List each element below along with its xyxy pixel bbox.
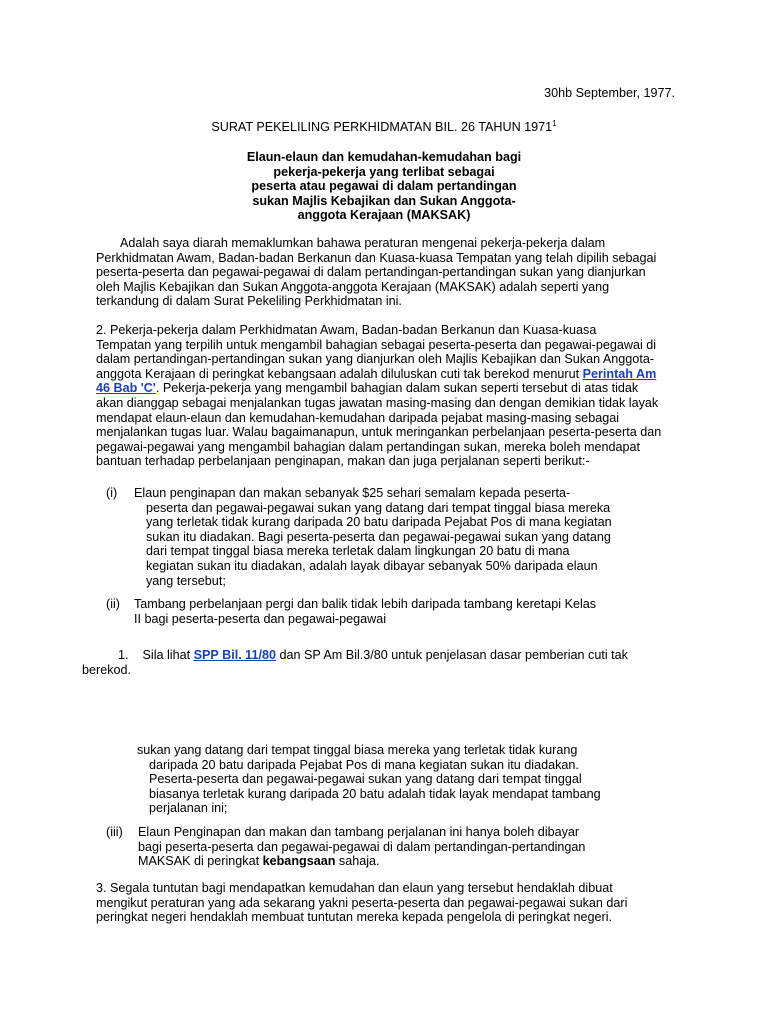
paragraph-2 [96, 323, 674, 469]
item-text-part: MAKSAK di peringkat [138, 854, 263, 869]
item-line: Tambang perbelanjaan pergi dan balik tidak lebih daripada tambang keretapi Kelas [134, 597, 597, 611]
footnote [82, 648, 674, 677]
item-line: peserta dan pegawai-pegawai sukan yang datang dari tempat tinggal biasa mereka [146, 500, 611, 515]
paragraph-line: menjalankan tugas luar. Walau bagaimanapun, untuk meringankan perbelanjaan peserta-peserta dan [96, 425, 662, 440]
item-line: Elaun Penginapan dan makan dan tambang perjalanan ini hanya boleh dibayar [138, 825, 580, 839]
letter-date: 30hb September, 1977. [544, 86, 675, 100]
item-line: dari tempat tinggal biasa mereka terletak dalam lingkungan 20 batu di mana [146, 544, 570, 559]
continuation-line: sukan yang datang dari tempat tinggal biasa mereka yang terletak tidak kurang [137, 743, 578, 757]
circular-title [0, 120, 768, 135]
paragraph-line: pegawai-pegawai yang mengambil bahagian dalam pertandingan sukan, mereka boleh mendapat [96, 439, 640, 454]
item-line: Elaun penginapan dan makan sebanyak $25 sehari semalam kepada peserta- [134, 486, 571, 500]
footnote-text: Sila lihat [142, 648, 194, 662]
item-line: kegiatan sukan itu diadakan, adalah layak dibayar sebanyak 50% daripada elaun [146, 558, 598, 573]
item-line: yang tersebut; [146, 573, 226, 588]
perintah-am-link-cont[interactable]: 46 Bab 'C' [96, 381, 156, 396]
paragraph-line: 3. Segala tuntutan bagi mendapatkan kemudahan dan elaun yang tersebut hendaklah dibuat [96, 881, 613, 895]
paragraph-line: Adalah saya diarah memaklumkan bahawa peraturan mengenai pekerja-pekerja dalam [120, 236, 606, 250]
paragraph-text: . Pekerja-pekerja yang mengambil bahagian dalam sukan seperti tersebut di atas tidak [155, 381, 639, 396]
paragraph-line: peringkat negeri hendaklah membuat tuntutan mereka kepada pengelola di peringkat negeri. [96, 910, 612, 925]
footnote-line [96, 648, 674, 663]
item-text [134, 486, 664, 588]
perintah-am-link[interactable]: Perintah Am [582, 366, 657, 381]
continuation-line: Peserta-peserta dan pegawai-pegawai sukan yang datang dari tempat tinggal [149, 772, 582, 787]
footnote-number: 1. [118, 648, 129, 662]
paragraph-line: oleh Majlis Kebajikan dan Sukan Anggota-anggota Kerajaan (MAKSAK) adalah seperti yang [96, 279, 610, 294]
item-label: (iii) [106, 825, 123, 839]
item-label: (i) [106, 486, 118, 500]
item-line: II bagi peserta-peserta dan pegawai-pegawai [134, 611, 387, 626]
paragraph-line: bantuan terhadap perbelanjaan penginapan, makan dan juga perjalanan seperti berikut:- [96, 454, 590, 469]
subject-line: peserta atau pegawai di dalam pertandingan [251, 179, 517, 194]
paragraph-line: 2. Pekerja-pekerja dalam Perkhidmatan Awam, Badan-badan Berkanun dan Kuasa-kuasa [96, 323, 597, 337]
paragraph-1 [96, 236, 674, 309]
item-text-bold: kebangsaan [262, 854, 336, 869]
continuation-line: daripada 20 batu daripada Pejabat Pos di mana kegiatan sukan itu diadakan. [149, 757, 579, 772]
item-line [138, 854, 668, 869]
paragraph-line: mengikut peraturan yang ada sekarang yakni peserta-peserta dan pegawai-pegawai sukan dari [96, 895, 628, 910]
subject-line: anggota Kerajaan (MAKSAK) [297, 208, 471, 223]
subject-line: Elaun-elaun dan kemudahan-kemudahan bagi [246, 150, 522, 164]
item-text-part: sahaja. [335, 854, 380, 869]
paragraph-3 [96, 881, 674, 925]
subject-line: sukan Majlis Kebajikan dan Sukan Anggota- [252, 193, 516, 208]
spp-bil-11-80-link[interactable]: SPP Bil. 11/80 [193, 648, 277, 662]
item-line: sukan itu diadakan. Bagi peserta-peserta dan pegawai-pegawai sukan yang datang [146, 529, 611, 544]
paragraph-line [96, 367, 674, 382]
paragraph-line: Tempatan yang terpilih untuk mengambil bahagian sebagai peserta-peserta dan pegawai-pegawai di [96, 337, 657, 352]
item-line: yang terletak tidak kurang daripada 20 batu daripada Pejabat Pos di mana kegiatan [146, 515, 612, 530]
paragraph-line: peserta-peserta dan pegawai-pegawai di dalam pertandingan-pertandingan sukan yang dianjurkan [96, 265, 646, 280]
item-ii-continuation [137, 743, 649, 816]
continuation-line: biasanya terletak kurang daripada 20 batu adalah tidak layak mendapat tambang [149, 786, 601, 801]
item-line: bagi peserta-peserta dan pegawai-pegawai di dalam pertandingan-pertandingan [138, 839, 586, 854]
paragraph-text: anggota Kerajaan di peringkat kebangsaan adalah diluluskan cuti tak berekod menurut [96, 366, 583, 381]
footnote-text: dan SP Am Bil.3/80 untuk penjelasan dasar pemberian cuti tak [276, 648, 628, 662]
paragraph-line: terkandung di dalam Surat Pekeliling Perkhidmatan ini. [96, 294, 402, 309]
item-text [134, 597, 664, 626]
paragraph-line: mendapat elaun-elaun dan kemudahan-kemudahan daripada pejabat masing-masing sebagai [96, 410, 620, 425]
circular-subject [0, 150, 768, 223]
paragraph-line: Perkhidmatan Awam, Badan-badan Berkanun dan Kuasa-kuasa Tempatan yang telah dipilih sebagai [96, 250, 657, 265]
paragraph-line: dalam pertandingan-pertandingan sukan yang dianjurkan oleh Majlis Kebajikan dan Sukan Anggota- [96, 352, 655, 367]
paragraph-line: akan dianggap sebagai menjalankan tugas jawatan masing-masing dan dengan demikian tidak layak [96, 395, 659, 410]
continuation-line: perjalanan ini; [149, 801, 228, 816]
title-footnote-mark[interactable]: 1 [552, 118, 557, 128]
paragraph-line [96, 381, 674, 396]
item-text [138, 825, 668, 869]
subject-line: pekerja-pekerja yang terlibat sebagai [273, 164, 495, 179]
title-text: SURAT PEKELILING PERKHIDMATAN BIL. 26 TAHUN 1971 [211, 120, 553, 134]
item-label: (ii) [106, 597, 120, 611]
footnote-line: berekod. [82, 662, 132, 677]
